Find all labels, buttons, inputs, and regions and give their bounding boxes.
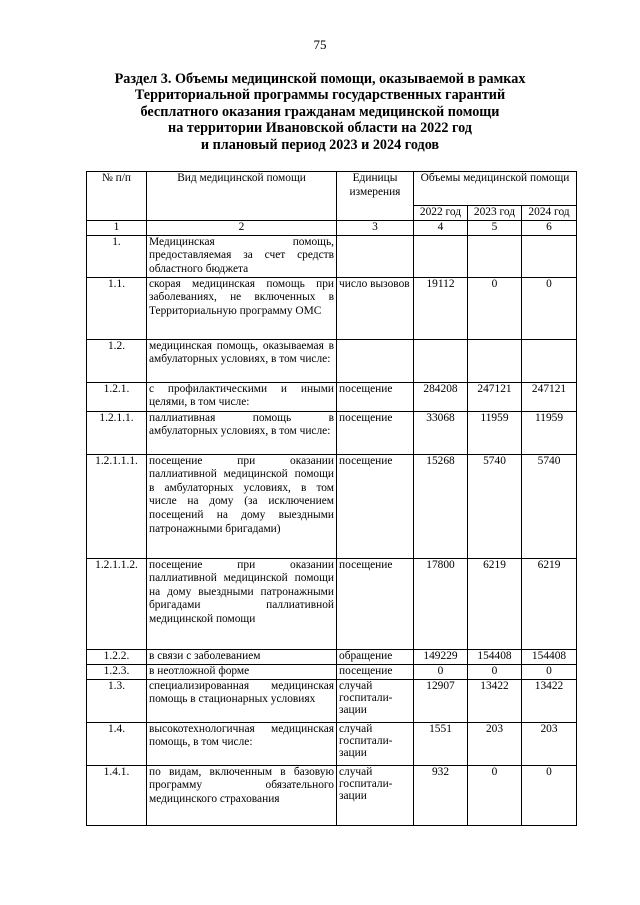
row-num: 1.2.1.1. [87,411,147,454]
col-number: 1 [87,221,147,236]
table-row [87,664,577,679]
header-num: № п/п [87,172,147,221]
table-row [87,765,577,825]
header-year-2024: 2024 год [522,206,577,221]
row-v2024: 247121 [522,382,577,411]
row-v2023: 0 [468,765,522,825]
row-v2022: 19112 [414,277,468,339]
header-year-2022: 2022 год [414,206,468,221]
row-unit: случай госпитали-зации [337,679,414,722]
row-v2022: 33068 [414,411,468,454]
table-row [87,277,577,339]
table-row [87,558,577,649]
row-num: 1.1. [87,277,147,339]
row-num: 1.4.1. [87,765,147,825]
row-num: 1.2.1.1.2. [87,558,147,649]
row-unit: посещение [337,558,414,649]
col-number: 3 [337,221,414,236]
page-number: 75 [313,37,327,52]
row-num: 1.2.1. [87,382,147,411]
row-v2022 [414,339,468,382]
row-v2024: 13422 [522,679,577,722]
row-v2022: 15268 [414,454,468,558]
row-v2023: 0 [468,664,522,679]
row-kind: по видам, включенным в базовую программу обязательного медицинского страхования [147,765,337,825]
row-unit: посещение [337,454,414,558]
col-number: 2 [147,221,337,236]
table-row [87,382,577,411]
col-number: 4 [414,221,468,236]
table-row [87,679,577,722]
row-num: 1.2.1.1.1. [87,454,147,558]
row-v2024: 0 [522,765,577,825]
title-line: на территории Ивановской области на 2022 год [168,120,472,137]
row-kind: скорая медицинская помощь при заболеваниях, не включенных в Территориальную программу ОМС [147,277,337,339]
row-v2024: 154408 [522,649,577,664]
row-v2024 [522,235,577,277]
row-v2023: 247121 [468,382,522,411]
row-v2024: 5740 [522,454,577,558]
row-v2023: 5740 [468,454,522,558]
row-kind: медицинская помощь, оказываемая в амбулаторных условиях, в том числе: [147,339,337,382]
row-kind: высокотехнологичная медицинская помощь, в том числе: [147,722,337,765]
row-v2023: 154408 [468,649,522,664]
row-kind: специализированная медицинская помощь в стационарных условиях [147,679,337,722]
row-v2023: 13422 [468,679,522,722]
row-unit [337,339,414,382]
header-units: Единицы измерения [337,172,414,221]
table-row [87,649,577,664]
table-row [87,235,577,277]
row-v2022: 284208 [414,382,468,411]
row-v2023: 203 [468,722,522,765]
row-v2023: 6219 [468,558,522,649]
title-line: Территориальной программы государственных гарантий [134,87,506,104]
row-unit: посещение [337,411,414,454]
row-kind: паллиативная помощь в амбулаторных условиях, в том числе: [147,411,337,454]
row-unit: обращение [337,649,414,664]
row-num: 1.4. [87,722,147,765]
row-v2024: 203 [522,722,577,765]
row-num: 1.2.3. [87,664,147,679]
header-year-2023: 2023 год [468,206,522,221]
row-kind: в связи с заболеванием [147,649,337,664]
row-v2022: 932 [414,765,468,825]
row-v2024: 6219 [522,558,577,649]
row-unit: случай госпитали-зации [337,722,414,765]
row-v2023: 0 [468,277,522,339]
row-v2023 [468,235,522,277]
row-num: 1.3. [87,679,147,722]
row-unit: посещение [337,382,414,411]
header-kind: Вид медицинской помощи [147,172,337,221]
row-v2022: 1551 [414,722,468,765]
row-kind: в неотложной форме [147,664,337,679]
row-v2022: 17800 [414,558,468,649]
table-row [87,339,577,382]
row-unit [337,235,414,277]
row-v2024: 0 [522,277,577,339]
row-v2022: 0 [414,664,468,679]
row-unit: число вызовов [337,277,414,339]
row-v2024: 0 [522,664,577,679]
row-v2024 [522,339,577,382]
title-line: и плановый период 2023 и 2024 годов [200,136,440,153]
row-unit: случай госпитали-зации [337,765,414,825]
row-num: 1.2.2. [87,649,147,664]
row-kind: с профилактическими и иными целями, в том числе: [147,382,337,411]
row-v2023: 11959 [468,411,522,454]
title-line: бесплатного оказания гражданам медицинской помощи [140,103,500,120]
col-number: 5 [468,221,522,236]
row-unit: посещение [337,664,414,679]
section-title [60,71,580,153]
row-num: 1. [87,235,147,277]
title-line: Раздел 3. Объемы медицинской помощи, оказываемой в рамках [114,71,526,87]
row-v2022: 149229 [414,649,468,664]
row-v2022 [414,235,468,277]
col-number: 6 [522,221,577,236]
row-v2022: 12907 [414,679,468,722]
row-kind: посещение при оказании паллиативной медицинской помощи на дому выездными патронажными бригадами паллиативной медицинской помощи [147,558,337,649]
row-kind: посещение при оказании паллиативной медицинской помощи в амбулаторных условиях, в том числе на дому (за исключением посещений на дому выездными патронажными бригадами) [147,454,337,558]
volumes-table [86,171,577,826]
row-num: 1.2. [87,339,147,382]
table-row [87,722,577,765]
table-row [87,454,577,558]
row-kind: Медицинская помощь, предоставляемая за счет средств областного бюджета [147,235,337,277]
row-v2023 [468,339,522,382]
table-row [87,411,577,454]
header-volumes: Объемы медицинской помощи [414,172,577,206]
row-v2024: 11959 [522,411,577,454]
